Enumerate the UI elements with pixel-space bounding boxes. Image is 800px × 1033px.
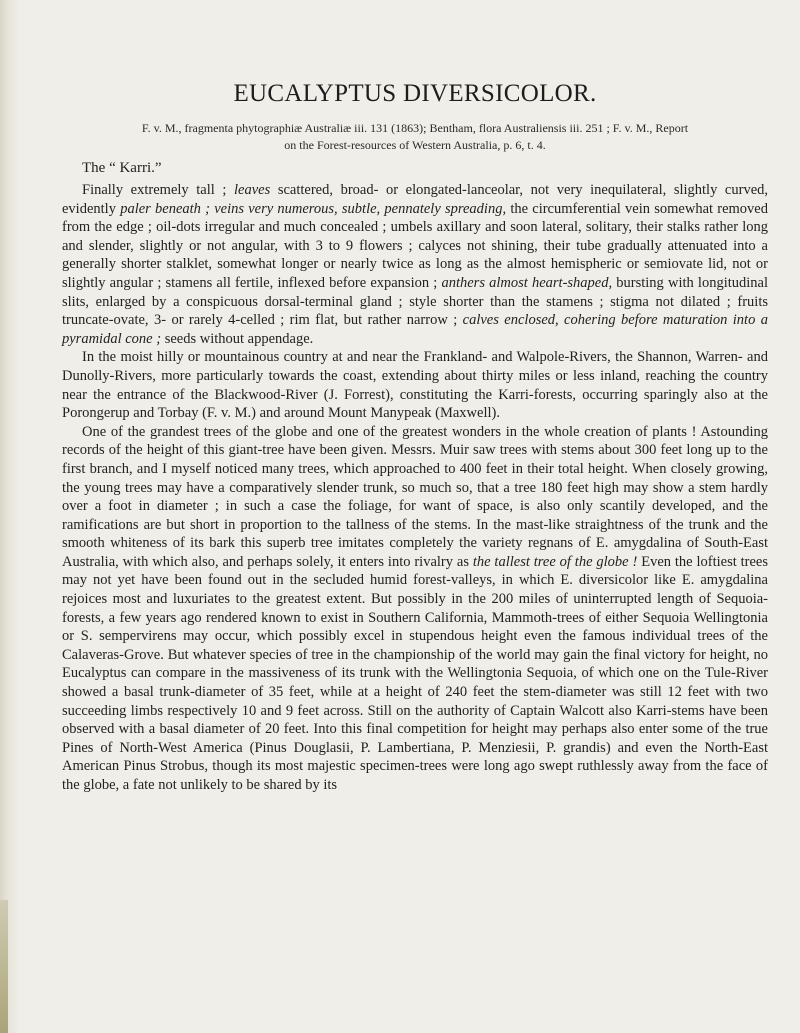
description-text: Finally extremely tall ; [82, 182, 234, 198]
discussion-text: One of the grandest trees of the globe and one of the greatest wonders in the whole creation of plants ! Astounding records of the height of this giant-tree have been given. Messrs. Muir saw trees with stems about 300 feet long up to the first branch, and I myself noticed many trees, which approached to 400 feet in their total height. When closely growing, the young trees may have a comparatively slender trunk, so much so, that a tree 180 feet high may show a stem hardly over a foot in diameter ; in such a case the foliage, for want of space, is also only scantily developed, and the ramifications are but short in proportion to the tallness of the stems. In the mast-like straightness of the trunk and the smooth whiteness of its bark this superb tree imitates completely the variety regnans of E. amygdalina of South-East Australia, with which also, and perhaps solely, it enters into rivalry as [62, 423, 768, 570]
bibliographic-references [62, 120, 768, 154]
description-italic: leaves [234, 182, 271, 198]
description-italic: calves enclosed, cohering before maturation into a pyramidal cone ; [62, 312, 768, 347]
discussion-italic: the tallest tree of the globe ! [472, 553, 638, 570]
description-italic: anthers almost heart-shaped, [441, 274, 613, 291]
discussion-text: Even the loftiest trees may not yet have been found out in the secluded humid forest-valleys, in which E. diversicolor like E. amygdalina rejoices most and luxuriates to the greatest extent. But possibly in the 200 miles of uninterrupted length of Sequoia-forests, a few years ago rendered known to exist in Southern California, Mammoth-trees of either Sequoia Wellingtonia or S. sempervirens may occur, which possibly excel in stupendous height even the famous individual trees of the Calaveras-Grove. But whatever species of tree in the championship of the world may gain the final victory for height, no Eucalyptus can compare in the massiveness of its trunk with the Wellingtonia Sequoia, of which one on the Tule-River showed a basal trunk-diameter of 35 feet, while at a height of 240 feet the stem-diameter was still 12 feet with two succeeding limbs respectively 10 and 9 feet across. Still on the authority of Captain Walcott also Karri-stems have been observed with a basal diameter of 20 feet. Into this final competition for height may perhaps also enter some of the true Pines of North-West America (Pinus Douglasii, P. Lambertiana, P. Menziesii, P. grandis) and even the North-East American Pinus Strobus, though its most majestic specimen-trees were long ago swept ruthlessly away from the face of the globe, a fate not unlikely to be shared by its [62, 553, 768, 793]
page-left-edge-shadow [0, 0, 20, 1033]
description-italic: paler beneath ; veins very numerous, subtle, pennately spreading, [120, 200, 507, 217]
description-text: seeds without appendage. [161, 330, 314, 347]
discussion-paragraph [62, 423, 768, 795]
description-text: scattered, broad- or elongated-lanceolar, not very inequilateral, slightly curved, evidently [62, 182, 768, 217]
page-title: EUCALYPTUS DIVERSICOLOR. [233, 80, 597, 107]
reference-line-1: F. v. M., fragmenta phytographiæ Australiæ iii. 131 (1863); Bentham, flora Australiensis iii. 251 ; F. v. M., Report [141, 121, 689, 135]
common-name: The “ Karri.” [82, 160, 162, 176]
distribution-paragraph: In the moist hilly or mountainous country at and near the Frankland- and Walpole-Rivers, the Shannon, Warren- and Dunolly-Rivers, more particularly towards the coast, extending about thirty miles or less inland, reaching the country near the entrance of the Blackwood-River (J. Forrest), constituting the Karri-forests, occurring sparingly also at the Porongerup and Torbay (F. v. M.) and around Mount Manypeak (Maxwell). [62, 349, 768, 422]
description-paragraph [62, 181, 768, 348]
description-text: the circumferential vein somewhat removed from the edge ; oil-dots irregular and much concealed ; umbels axillary and soon lateral, solitary, their stalks rather long and slender, slightly or not angular, with 3 to 9 flowers ; calyces not shining, their tube gradually attenuated into a generally shorter stalklet, somewhat longer or nearly twice as long as the almost hemispheric or semiovate lid, not or slightly angular ; stamens all fertile, inflexed before expansion ; [62, 200, 768, 291]
body-text [62, 181, 768, 795]
page-binding-stain [0, 900, 8, 1033]
reference-line-2: on the Forest-resources of Western Australia, p. 6, t. 4. [284, 138, 546, 152]
description-text: bursting with longitudinal slits, enlarged by a conspicuous dorsal-terminal gland ; style shorter than the stamens ; stigma not dilated ; fruits truncate-ovate, 3- or rarely 4-celled ; rim flat, but rather narrow ; [62, 274, 768, 329]
